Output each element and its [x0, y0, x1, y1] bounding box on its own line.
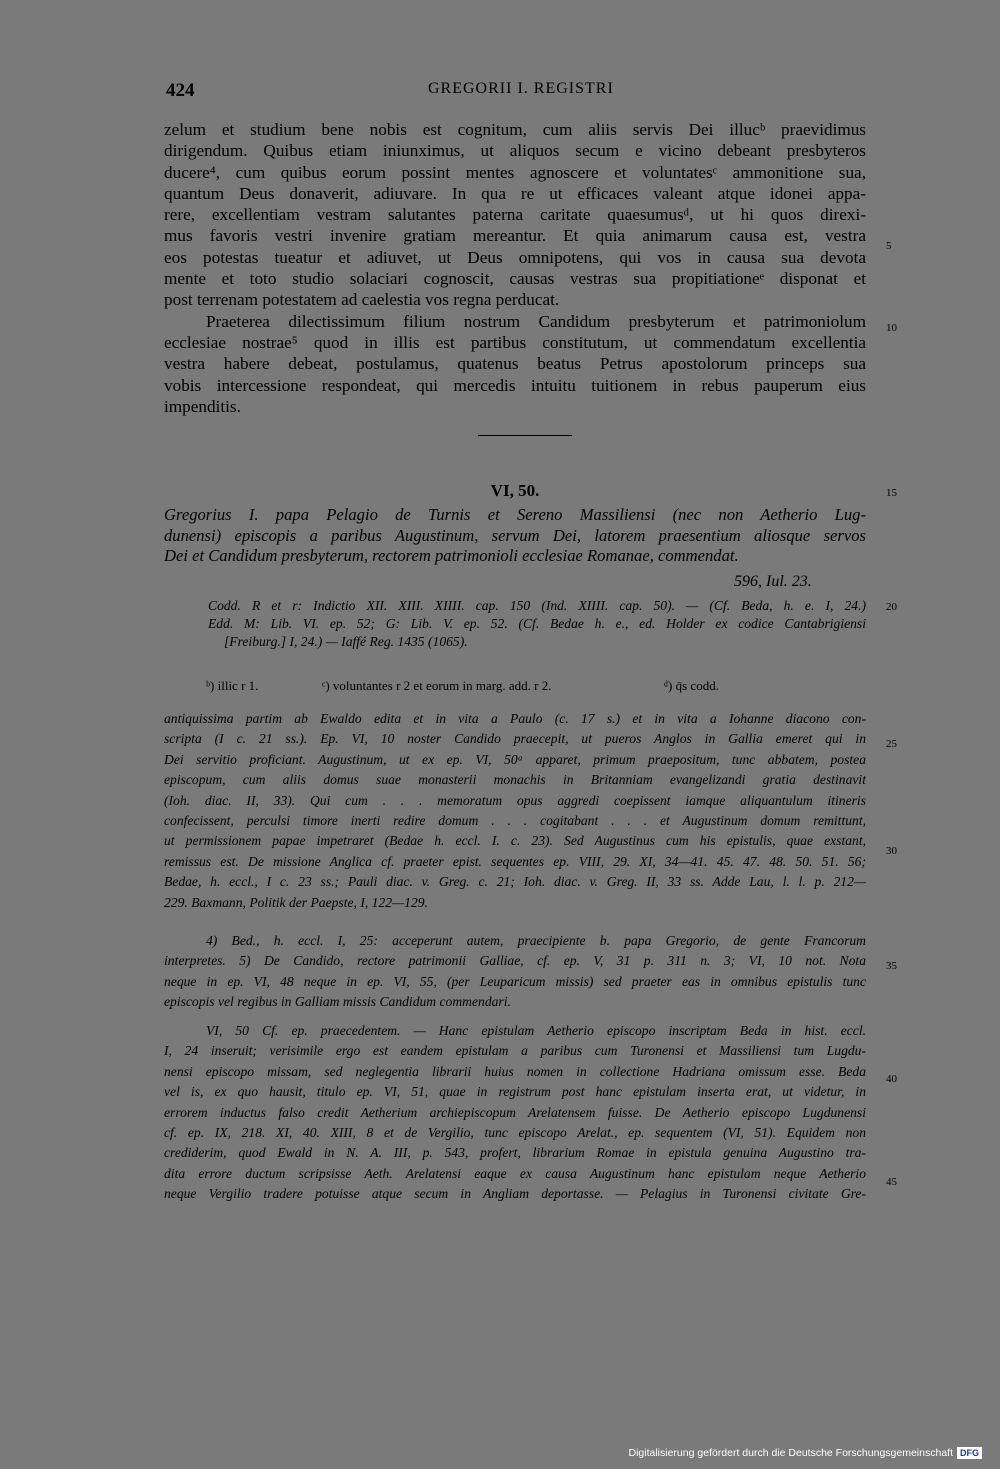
- text-line: ducere⁴, cum quibus eorum possint mentes agnoscere et voluntatesᶜ ammonitione sua,: [164, 162, 866, 182]
- summary-line: dunensi) episcopis a paribus Augustinum, servum Dei, latorem praesentium aliosque servos: [164, 525, 866, 545]
- section-divider: [478, 435, 572, 437]
- letter-summary: [164, 505, 866, 567]
- summary-line: Dei et Candidum presbyterum, rectorem patrimonioli ecclesiae Romanae, commendat.: [164, 546, 739, 565]
- codices-note: [208, 597, 866, 651]
- text-line: Praeterea dilectissimum filium nostrum Candidum presbyterum et patrimoniolum: [206, 311, 866, 331]
- main-text: [164, 119, 866, 417]
- apparatus-note-d: ᵈ) q̄s codd.: [664, 678, 719, 693]
- footnote-line: neque in ep. VI, 48 neque in ep. VI, 55, (per Leuparicum missis) sed praeter eas in omnibus epistulis tunc: [164, 973, 866, 989]
- footnote-line: crediderim, quod Ewald in N. A. III, p. 543, profert, librarium Romae in epistula genuina Augustino tra-: [164, 1145, 866, 1161]
- footnote-line: Bedae, h. eccl., I c. 23 ss.; Pauli diac. v. Greg. c. 21; Ioh. diac. v. Greg. II, 33 ss. Adde Lau, l. l. p. 212—: [164, 874, 866, 890]
- text-line: post terrenam potestatem ad caelestia vos regna perducat.: [164, 290, 560, 310]
- funding-text: Digitalisierung gefördert durch die Deutsche Forschungsgemeinschaft: [628, 1447, 953, 1459]
- line-number: 40: [886, 1073, 897, 1085]
- line-number: 20: [886, 601, 897, 613]
- line-number: 10: [886, 322, 897, 334]
- text-line: zelum et studium bene nobis est cognitum, cum aliis servis Dei illucᵇ praevidimus: [164, 120, 866, 139]
- footnote-vi-50: [164, 1021, 866, 1205]
- footnote-line: confecissent, perculsi timore inerti redire domum . . . cogitabant . . . et Augustinum domum remittunt,: [164, 812, 866, 828]
- footnote-line: nensi episcopo missam, sed neglegentia librarii huius nomen in collectione Hadriana omissum esse. Beda: [164, 1063, 866, 1079]
- footnotes: [164, 709, 866, 913]
- footnote-line: errorem inductus falso credit Aetherium archiepiscopum Arelatensem fuisse. De Aetherio episcopo Lugdunensi: [164, 1104, 866, 1120]
- line-number: 45: [886, 1176, 897, 1188]
- line-number: 15: [886, 487, 897, 499]
- footnote-line: dita errore ductum scripsisse Aeth. Arelatensi eaque ex causa Augustinum hanc epistulam neque Aetherio: [164, 1165, 866, 1181]
- summary-line: Gregorius I. papa Pelagio de Turnis et Sereno Massiliensi (nec non Aetherio Lug-: [164, 505, 866, 524]
- apparatus-note-b: ᵇ) illic r 1.: [206, 678, 259, 693]
- text-line: mus favoris vestri invenire gratiam mereantur. Et quia animarum causa est, vestra: [164, 226, 866, 246]
- footnote-line: I, 24 inseruit; verisimile ergo est eandem epistulam a paribus cum Turonensi et Massiliensi tum Lugdu-: [164, 1043, 866, 1059]
- footnote-line: scripta (I c. 21 ss.). Ep. VI, 10 noster Candido praecepit, ut pueros Anglos in Gallia emeret qui in: [164, 731, 866, 747]
- running-header: [166, 80, 866, 104]
- footnote-line: episcopum, cum aliis domus suae monasterii monachis in Britanniam evangelizandi gratia destinavit: [164, 772, 866, 788]
- text-line: mente et toto studio solaciari cognoscit, causas vestras sua propitiationeᵉ disponat et: [164, 269, 866, 289]
- critical-apparatus: [206, 678, 866, 694]
- text-line: ecclesiae nostrae⁵ quod in illis est partibus constitutum, ut commendatum excellentia: [164, 332, 866, 352]
- footnote-line: 4) Bed., h. eccl. I, 25: acceperunt autem, praecipiente b. papa Gregorio, de gente Francorum: [206, 933, 866, 948]
- line-number: 30: [886, 845, 897, 857]
- letter-title: VI, 50.: [490, 481, 540, 500]
- codd-line: Codd. R et r: Indictio XII. XIII. XIIII. cap. 150 (Ind. XIIII. cap. 50). — (Cf. Beda, h. e. I, 24.): [208, 598, 866, 613]
- footnote-line: vel is, ex quo hausit, titulo ep. VI, 51, quae in registrum post hanc epistulam inserta erat, ut videtur, in: [164, 1084, 866, 1100]
- footnote-line: (Ioh. diac. II, 33). Qui cum . . . memoratum opus aggredi coepissent iamque aliquantulum itineris: [164, 792, 866, 808]
- dfg-logo-icon: DFG: [957, 1447, 982, 1459]
- line-number: 35: [886, 960, 897, 972]
- page-number: 424: [166, 80, 195, 101]
- footnote-line: cf. ep. IX, 218. XI, 40. XIII, 8 et de Vergilio, tunc episcopo Arelat., ep. sequentem (VI, 51). Equidem non: [164, 1124, 866, 1140]
- footnote-line: episcopis vel regibus in Galliam missis Candidum commendari.: [164, 994, 511, 1010]
- footnote-line: interpretes. 5) De Candido, rectore patrimonii Galliae, cf. ep. V, 31 p. 311 n. 3; VI, 10 not. Nota: [164, 953, 866, 969]
- text-line: eos potestas tueatur et adiuvet, ut Deus omnipotens, qui vos in causa sua devota: [164, 247, 866, 267]
- line-number: 25: [886, 738, 897, 750]
- footnote-line: remissus est. De missione Anglica cf. praeter epist. sequentes ep. VIII, 29. XI, 34—41. 45. 47. 48. 50. 51. 56;: [164, 853, 866, 869]
- codd-line: [Freiburg.] I, 24.) — Iaffé Reg. 1435 (1065).: [224, 634, 468, 649]
- footnote-line: neque Vergilio tradere potuisse atque secum in Angliam deportasse. — Pelagius in Turonensi civitate Gre-: [164, 1186, 866, 1202]
- running-title: GREGORII I. REGISTRI: [428, 80, 614, 97]
- line-number: 5: [886, 240, 892, 252]
- text-line: impenditis.: [164, 396, 241, 416]
- footnote-line: 229. Baxmann, Politik der Paepste, I, 122—129.: [164, 894, 428, 910]
- text-line: quantum Deus donaverit, adiuvare. In qua re ut efficaces valeant atque idonei appa-: [164, 183, 866, 203]
- footnotes-4-5: [164, 931, 866, 1013]
- text-line: rere, excellentiam vestram salutantes paterna caritate quaesumusᵈ, ut hi quos direxi-: [164, 205, 866, 225]
- footnote-line: VI, 50 Cf. ep. praecedentem. — Hanc epistulam Aetherio episcopo inscriptam Beda in hist. eccl.: [206, 1023, 866, 1038]
- footnote-line: ut permissionem papae impetraret (Bedae h. eccl. I. c. 23). Sed Augustinus cum his epistulis, quae exstant,: [164, 833, 866, 849]
- apparatus-note-c: ᶜ) voluntantes r 2 et eorum in marg. add. r 2.: [322, 678, 552, 693]
- funding-footer: [628, 1447, 982, 1459]
- footnote-line: antiquissima partim ab Ewaldo edita et in vita a Paulo (c. 17 s.) et in vita a Iohanne diacono con-: [164, 711, 866, 726]
- text-line: dirigendum. Quibus etiam iniunximus, ut aliquos secum e vicino debeant presbyteros: [164, 141, 866, 161]
- codd-line: Edd. M: Lib. VI. ep. 52; G: Lib. V. ep. 52. (Cf. Bedae h. e., ed. Holder ex codice Cantabrigiensi: [208, 616, 866, 631]
- text-line: vestra habere debeat, postulamus, quatenus beatus Petrus apostolorum princeps sua: [164, 354, 866, 374]
- text-line: vobis intercessione respondeat, qui mercedis intuitu tuitionem in rebus pauperum eius: [164, 375, 866, 395]
- footnote-line: Dei servitio proficiant. Augustinum, ut ex ep. VI, 50ᵃ apparet, primum praepositum, tunc abbatem, postea: [164, 751, 866, 767]
- letter-date: 596, Iul. 23.: [734, 573, 812, 590]
